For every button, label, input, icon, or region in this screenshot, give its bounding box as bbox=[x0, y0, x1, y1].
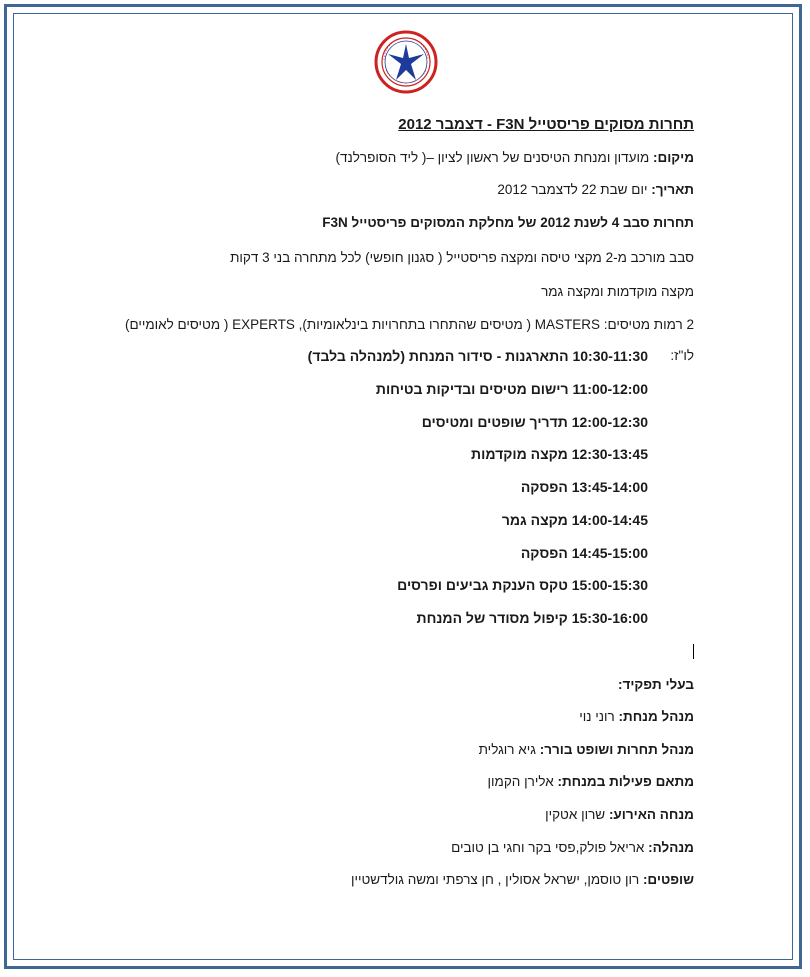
schedule-time: 15:00-15:30 bbox=[571, 577, 648, 593]
role-value: רוני נוי bbox=[579, 709, 615, 724]
schedule-row bbox=[521, 478, 648, 496]
schedule-time: 14:45-15:00 bbox=[571, 545, 648, 561]
schedule-desc: קיפול מסודר של המנחת bbox=[416, 610, 568, 626]
schedule-time: 11:00-12:00 bbox=[572, 381, 648, 397]
schedule-desc: הפסקה bbox=[520, 545, 568, 561]
heats-line: מקצה מוקדמות ומקצה גמר bbox=[541, 284, 694, 299]
schedule-desc: תדריך שופטים ומטיסים bbox=[421, 414, 568, 430]
schedule-time: 10:30-11:30 bbox=[572, 348, 648, 364]
text-cursor[interactable] bbox=[693, 644, 694, 659]
roles-heading: בעלי תפקיד: bbox=[617, 677, 694, 692]
schedule-desc: מקצה מוקדמות bbox=[471, 446, 568, 462]
schedule-row bbox=[308, 347, 648, 365]
schedule-time: 15:30-16:00 bbox=[571, 610, 648, 626]
location-value: מועדון ומנחת הטיסנים של ראשון לציון –( ליד הסופרלנד) bbox=[335, 150, 650, 165]
role-value: אריאל פולק,פסי בקר וחגי בן טובים bbox=[451, 840, 645, 855]
role-value: אלירן הקמון bbox=[487, 774, 554, 789]
schedule-time: 12:00-12:30 bbox=[571, 414, 648, 430]
location-line: מיקום: מועדון ומנחת הטיסנים של ראשון לציון –( ליד הסופרלנד) bbox=[335, 150, 694, 165]
schedule-row bbox=[502, 511, 648, 529]
role-value: שרון אטקין bbox=[545, 807, 606, 822]
role-row bbox=[579, 708, 694, 726]
role-label: מנהל תחרות ושופט בורר: bbox=[539, 742, 694, 757]
schedule-time: 13:45-14:00 bbox=[571, 479, 648, 495]
schedule-desc: מקצה גמר bbox=[501, 512, 568, 528]
date-value: יום שבת 22 לדצמבר 2012 bbox=[497, 182, 648, 197]
schedule-row bbox=[521, 544, 648, 562]
role-value: רון טוסמן, ישראל אסולין , חן צרפתי ומשה גולדשטיין bbox=[350, 872, 640, 887]
role-label: מנהלה: bbox=[648, 840, 694, 855]
document-title: תחרות מסוקים פריסטייל F3N - דצמבר 2012 bbox=[398, 116, 694, 133]
schedule-time: 14:00-14:45 bbox=[571, 512, 648, 528]
schedule-desc: רישום מטיסים ובדיקות בטיחות bbox=[375, 381, 569, 397]
role-row bbox=[479, 741, 694, 759]
schedule-row bbox=[376, 380, 648, 398]
round-description: סבב מורכב מ-2 מקצי טיסה ומקצה פריסטייל ( סגנון חופשי) לכל מתחרה בני 3 דקות bbox=[230, 250, 694, 265]
round-line: תחרות סבב 4 לשנת 2012 של מחלקת המסוקים פריסטייל F3N bbox=[322, 215, 694, 230]
role-label: מנהל מנחת: bbox=[618, 709, 694, 724]
document-body bbox=[100, 0, 694, 977]
pilot-levels-line: 2 רמות מטיסים: MASTERS ( מטיסים שהתחרו בתחרויות בינלאומיות), EXPERTS ( מטיסים לאומיים) bbox=[124, 317, 694, 332]
role-label: מתאם פעילות במנחת: bbox=[557, 774, 694, 789]
schedule-row bbox=[417, 609, 648, 627]
date-line: תאריך: יום שבת 22 לדצמבר 2012 bbox=[497, 182, 694, 197]
role-row bbox=[451, 839, 694, 857]
schedule-label: לו"ז: bbox=[670, 348, 694, 363]
schedule-row bbox=[471, 445, 648, 463]
schedule-row bbox=[422, 413, 648, 431]
schedule-time: 12:30-13:45 bbox=[571, 446, 648, 462]
date-label: תאריך bbox=[655, 182, 694, 197]
location-label: מיקום bbox=[657, 150, 694, 165]
role-value: גיא רוגלית bbox=[478, 742, 536, 757]
schedule-row bbox=[397, 576, 648, 594]
role-label: שופטים: bbox=[642, 872, 694, 887]
role-label: מנחה האירוע: bbox=[608, 807, 694, 822]
role-row bbox=[488, 773, 694, 791]
schedule-desc: הפסקה bbox=[520, 479, 568, 495]
schedule-desc: טקס הענקת גביעים ופרסים bbox=[397, 577, 568, 593]
role-row bbox=[545, 806, 694, 824]
schedule-desc: התארגנות - סידור המנחת (למנהלה בלבד) bbox=[307, 348, 569, 364]
role-row bbox=[351, 871, 694, 889]
